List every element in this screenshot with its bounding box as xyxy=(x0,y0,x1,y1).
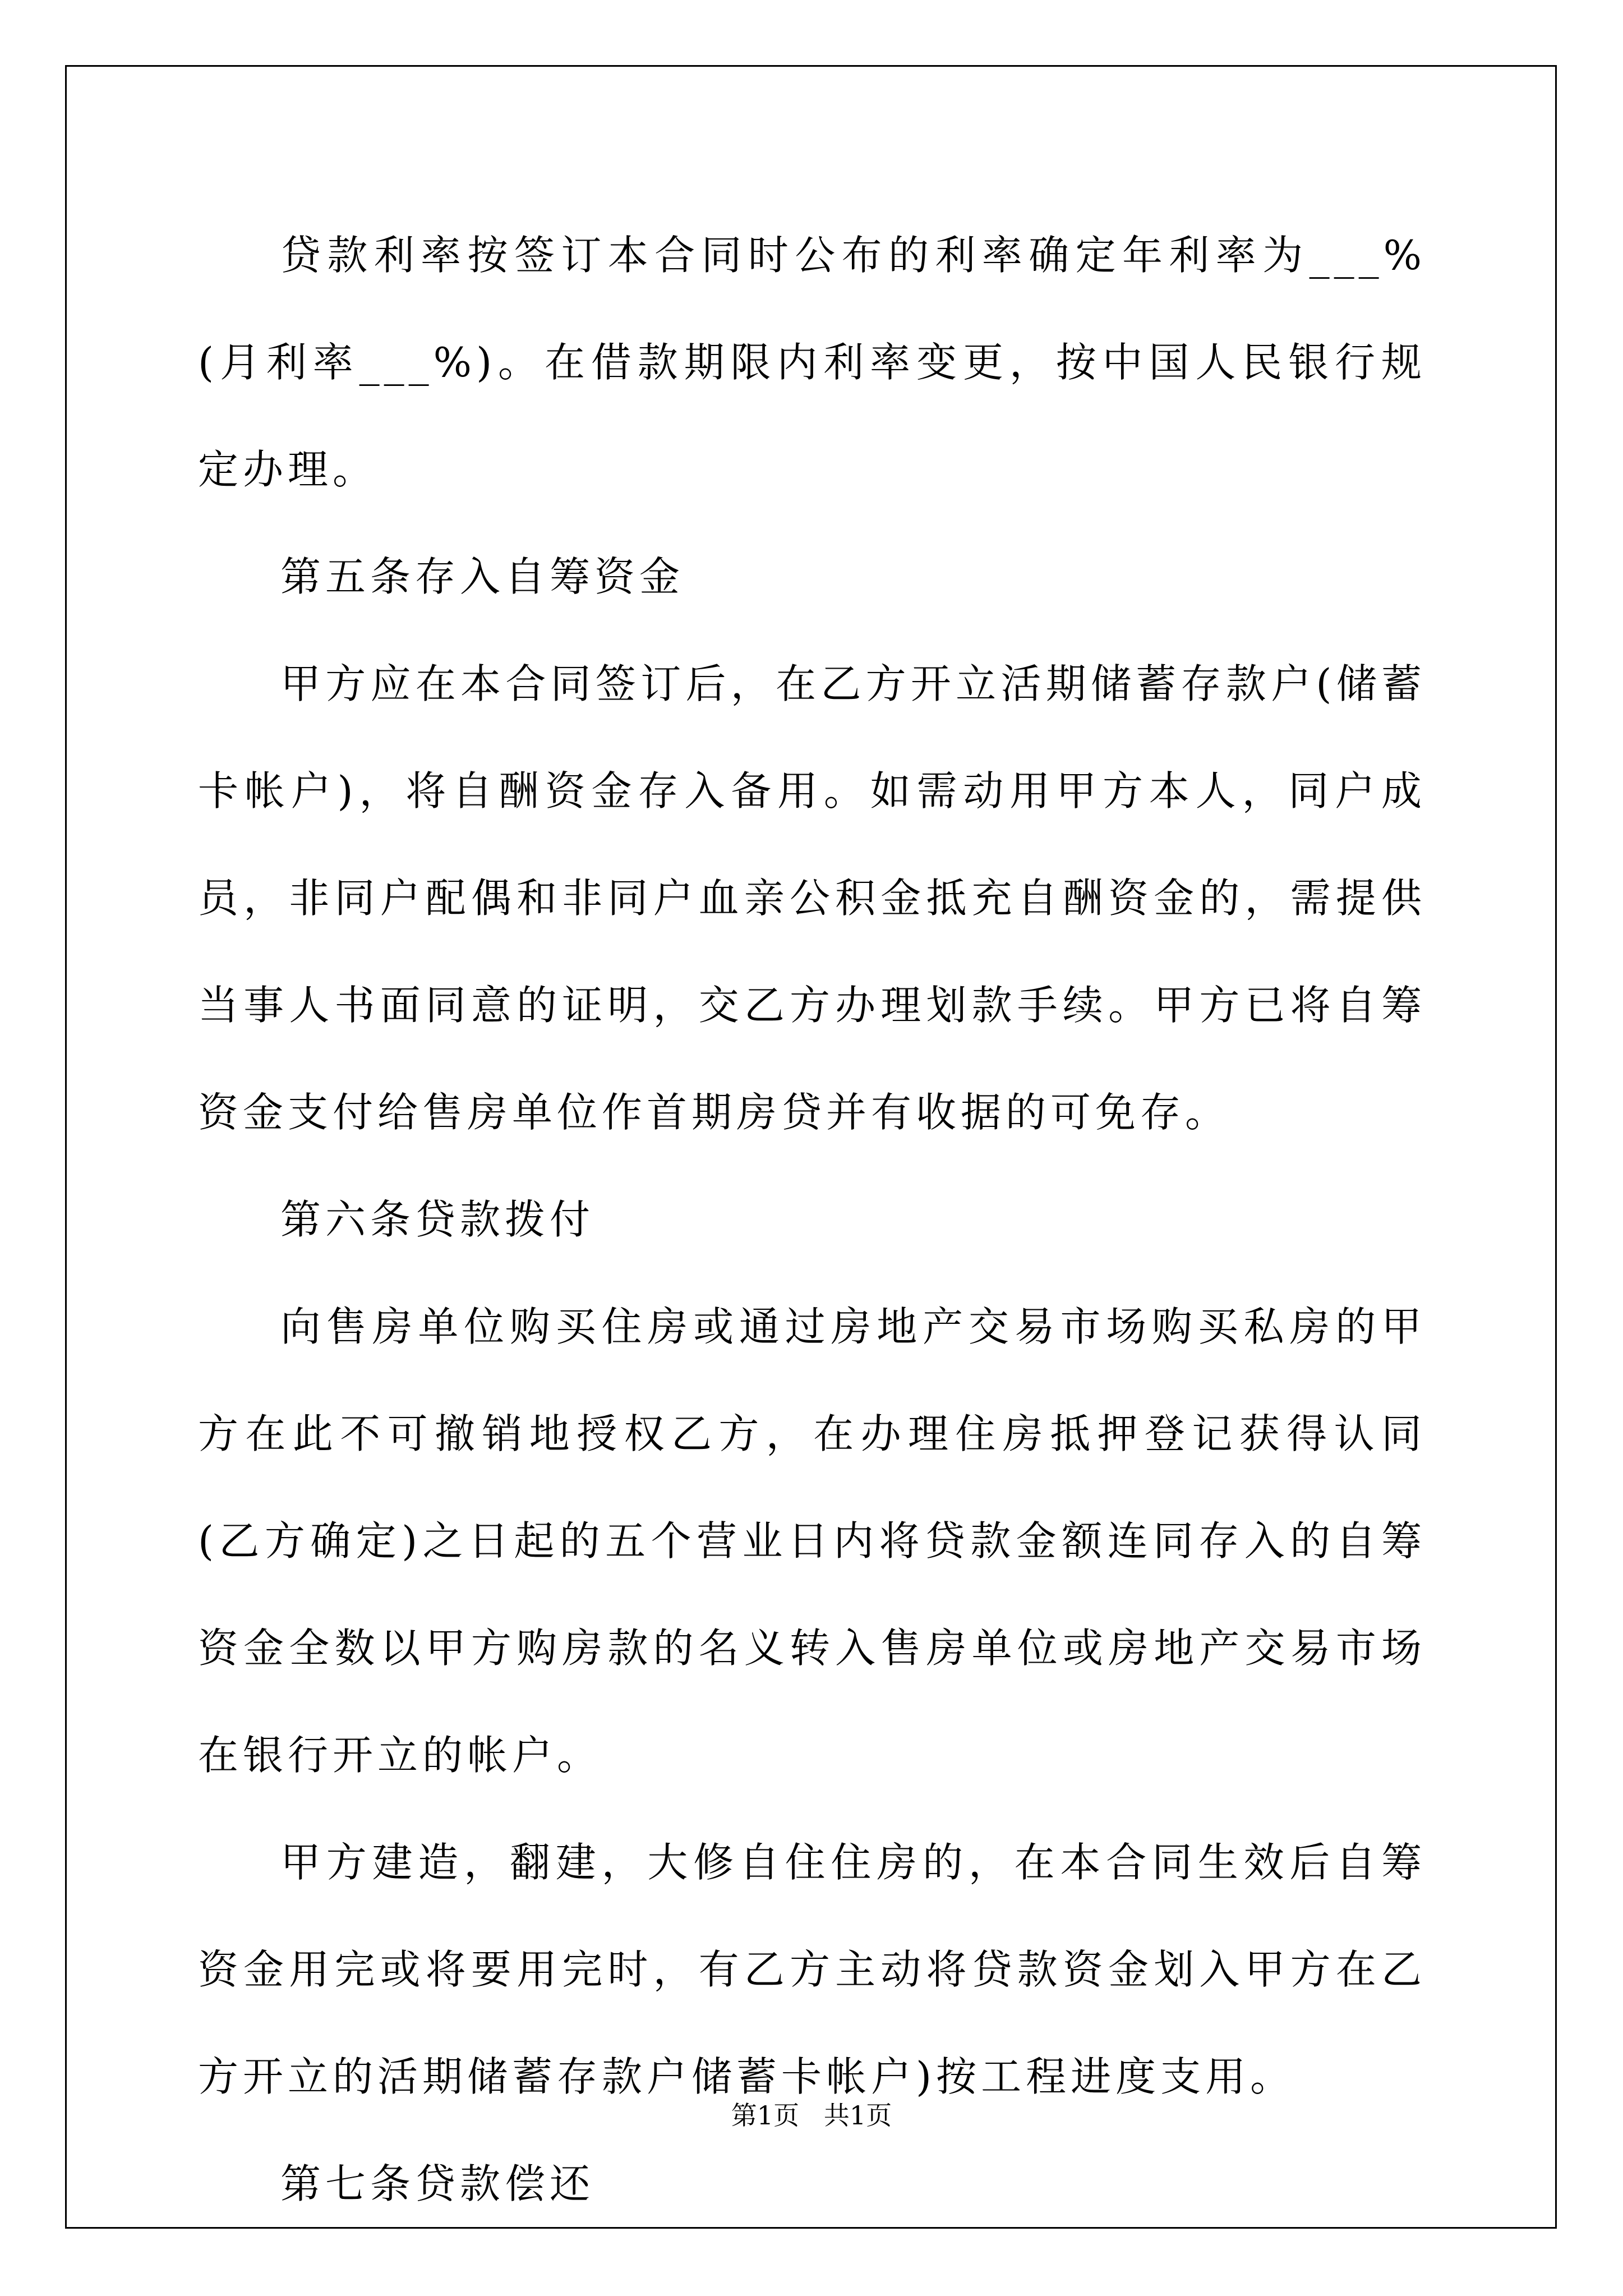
paragraph-interest-rate: 贷款利率按签订本合同时公布的利率确定年利率为___%(月利率___%)。在借款期限内利率变更，按中国人民银行规定办理。 xyxy=(198,232,1426,493)
heading-article-5: 第五条存入自筹资金 xyxy=(280,553,685,600)
heading-article-7: 第七条贷款偿还 xyxy=(280,2160,595,2207)
paragraph-construction-disbursement: 甲方建造，翻建，大修自住住房的，在本合同生效后自筹资金用完或将要用完时，有乙方主动将贷款资金划入甲方在乙方开立的活期储蓄存款户储蓄卡帐户)按工程进度支用。 xyxy=(198,1839,1426,2100)
heading-article-6: 第六条贷款拨付 xyxy=(280,1196,595,1243)
document-body xyxy=(198,202,1426,2238)
page-number-footer: 第1页 共1页 xyxy=(731,2100,892,2131)
paragraph-loan-disbursement: 向售房单位购买住房或通过房地产交易市场购买私房的甲方在此不可撤销地授权乙方，在办理住房抵押登记获得认同(乙方确定)之日起的五个营业日内将贷款金额连同存入的自筹资金全数以甲方购房款的名义转入售房单位或房地产交易市场在银行开立的帐户。 xyxy=(198,1303,1426,1779)
paragraph-self-funds: 甲方应在本合同签订后，在乙方开立活期储蓄存款户(储蓄卡帐户)，将自酬资金存入备用。如需动用甲方本人，同户成员，非同户配偶和非同户血亲公积金抵充自酬资金的，需提供当事人书面同意的证明，交乙方办理划款手续。甲方已将自筹资金支付给售房单位作首期房贷并有收据的可免存。 xyxy=(198,660,1426,1136)
